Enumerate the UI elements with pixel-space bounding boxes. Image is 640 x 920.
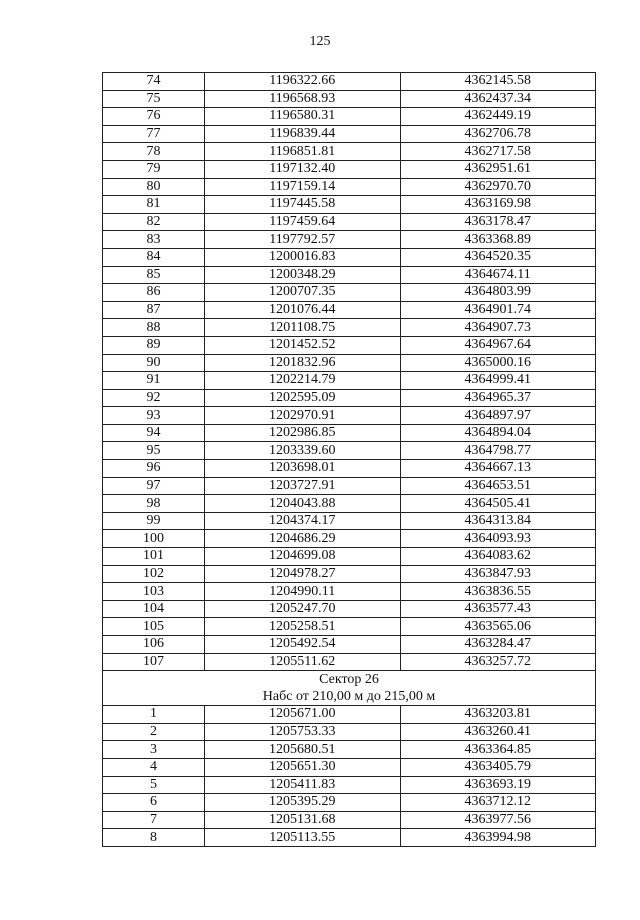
- y-coordinate-cell: 4364894.04: [400, 424, 595, 442]
- y-coordinate-cell: 4364999.41: [400, 372, 595, 390]
- table-row: [103, 460, 596, 478]
- x-coordinate-cell: 1205131.68: [205, 811, 400, 829]
- x-coordinate-cell: 1196839.44: [205, 125, 400, 143]
- x-coordinate-cell: 1200016.83: [205, 248, 400, 266]
- x-coordinate-cell: 1203698.01: [205, 460, 400, 478]
- table-row: [103, 636, 596, 654]
- y-coordinate-cell: 4363693.19: [400, 776, 595, 794]
- table-row: [103, 512, 596, 530]
- table-row: [103, 530, 596, 548]
- y-coordinate-cell: 4365000.16: [400, 354, 595, 372]
- y-coordinate-cell: 4363257.72: [400, 653, 595, 671]
- point-number-cell: 97: [103, 477, 205, 495]
- point-number-cell: 75: [103, 90, 205, 108]
- x-coordinate-cell: 1205113.55: [205, 829, 400, 847]
- table-row: [103, 811, 596, 829]
- point-number-cell: 92: [103, 389, 205, 407]
- x-coordinate-cell: 1201832.96: [205, 354, 400, 372]
- table-row: [103, 143, 596, 161]
- point-number-cell: 8: [103, 829, 205, 847]
- y-coordinate-cell: 4362717.58: [400, 143, 595, 161]
- table-row: [103, 248, 596, 266]
- x-coordinate-cell: 1197459.64: [205, 213, 400, 231]
- table-row: [103, 178, 596, 196]
- y-coordinate-cell: 4362145.58: [400, 73, 595, 91]
- point-number-cell: 80: [103, 178, 205, 196]
- point-number-cell: 106: [103, 636, 205, 654]
- point-number-cell: 87: [103, 301, 205, 319]
- y-coordinate-cell: 4363577.43: [400, 600, 595, 618]
- table-row: [103, 389, 596, 407]
- x-coordinate-cell: 1203727.91: [205, 477, 400, 495]
- x-coordinate-cell: 1200348.29: [205, 266, 400, 284]
- x-coordinate-cell: 1196322.66: [205, 73, 400, 91]
- point-number-cell: 95: [103, 442, 205, 460]
- y-coordinate-cell: 4364907.73: [400, 319, 595, 337]
- x-coordinate-cell: 1205395.29: [205, 794, 400, 812]
- x-coordinate-cell: 1204699.08: [205, 548, 400, 566]
- table-row: [103, 424, 596, 442]
- y-coordinate-cell: 4364505.41: [400, 495, 595, 513]
- point-number-cell: 77: [103, 125, 205, 143]
- point-number-cell: 93: [103, 407, 205, 425]
- y-coordinate-cell: 4363364.85: [400, 741, 595, 759]
- y-coordinate-cell: 4364803.99: [400, 284, 595, 302]
- y-coordinate-cell: 4364674.11: [400, 266, 595, 284]
- sector-header-cell: [103, 671, 596, 706]
- x-coordinate-cell: 1202595.09: [205, 389, 400, 407]
- point-number-cell: 85: [103, 266, 205, 284]
- table-row: [103, 565, 596, 583]
- x-coordinate-cell: 1201108.75: [205, 319, 400, 337]
- table-row: [103, 108, 596, 126]
- table-row: [103, 372, 596, 390]
- table-row: [103, 301, 596, 319]
- table-row: [103, 73, 596, 91]
- y-coordinate-cell: 4363565.06: [400, 618, 595, 636]
- y-coordinate-cell: 4363284.47: [400, 636, 595, 654]
- table-row: [103, 829, 596, 847]
- x-coordinate-cell: 1205671.00: [205, 706, 400, 724]
- table-row: [103, 706, 596, 724]
- y-coordinate-cell: 4363712.12: [400, 794, 595, 812]
- table-row: [103, 618, 596, 636]
- y-coordinate-cell: 4364093.93: [400, 530, 595, 548]
- coordinates-table: [102, 72, 596, 847]
- x-coordinate-cell: 1204374.17: [205, 512, 400, 530]
- x-coordinate-cell: 1201076.44: [205, 301, 400, 319]
- table-row: [103, 741, 596, 759]
- point-number-cell: 90: [103, 354, 205, 372]
- point-number-cell: 2: [103, 723, 205, 741]
- x-coordinate-cell: 1202214.79: [205, 372, 400, 390]
- x-coordinate-cell: 1205680.51: [205, 741, 400, 759]
- table-row: [103, 160, 596, 178]
- table-row: [103, 583, 596, 601]
- point-number-cell: 79: [103, 160, 205, 178]
- x-coordinate-cell: 1204686.29: [205, 530, 400, 548]
- table-row: [103, 354, 596, 372]
- y-coordinate-cell: 4363368.89: [400, 231, 595, 249]
- point-number-cell: 86: [103, 284, 205, 302]
- y-coordinate-cell: 4364653.51: [400, 477, 595, 495]
- point-number-cell: 81: [103, 196, 205, 214]
- x-coordinate-cell: 1205492.54: [205, 636, 400, 654]
- x-coordinate-cell: 1205258.51: [205, 618, 400, 636]
- point-number-cell: 1: [103, 706, 205, 724]
- table-row: [103, 407, 596, 425]
- point-number-cell: 94: [103, 424, 205, 442]
- x-coordinate-cell: 1197132.40: [205, 160, 400, 178]
- table-row: [103, 125, 596, 143]
- point-number-cell: 101: [103, 548, 205, 566]
- point-number-cell: 82: [103, 213, 205, 231]
- point-number-cell: 105: [103, 618, 205, 636]
- y-coordinate-cell: 4364967.64: [400, 336, 595, 354]
- table-row: [103, 266, 596, 284]
- y-coordinate-cell: 4362970.70: [400, 178, 595, 196]
- point-number-cell: 103: [103, 583, 205, 601]
- point-number-cell: 99: [103, 512, 205, 530]
- x-coordinate-cell: 1204043.88: [205, 495, 400, 513]
- y-coordinate-cell: 4364667.13: [400, 460, 595, 478]
- point-number-cell: 4: [103, 758, 205, 776]
- table-row: [103, 653, 596, 671]
- x-coordinate-cell: 1204990.11: [205, 583, 400, 601]
- point-number-cell: 84: [103, 248, 205, 266]
- y-coordinate-cell: 4363203.81: [400, 706, 595, 724]
- table-row: [103, 213, 596, 231]
- y-coordinate-cell: 4364520.35: [400, 248, 595, 266]
- sector-title: Сектор 26: [319, 672, 379, 688]
- y-coordinate-cell: 4364798.77: [400, 442, 595, 460]
- point-number-cell: 102: [103, 565, 205, 583]
- x-coordinate-cell: 1197159.14: [205, 178, 400, 196]
- y-coordinate-cell: 4363405.79: [400, 758, 595, 776]
- point-number-cell: 88: [103, 319, 205, 337]
- point-number-cell: 107: [103, 653, 205, 671]
- x-coordinate-cell: 1196568.93: [205, 90, 400, 108]
- x-coordinate-cell: 1205411.83: [205, 776, 400, 794]
- x-coordinate-cell: 1200707.35: [205, 284, 400, 302]
- point-number-cell: 76: [103, 108, 205, 126]
- x-coordinate-cell: 1205511.62: [205, 653, 400, 671]
- y-coordinate-cell: 4363847.93: [400, 565, 595, 583]
- table-row: [103, 336, 596, 354]
- table-row: [103, 758, 596, 776]
- x-coordinate-cell: 1202970.91: [205, 407, 400, 425]
- table-row: [103, 548, 596, 566]
- y-coordinate-cell: 4362951.61: [400, 160, 595, 178]
- sector-header-section: [103, 671, 596, 706]
- point-number-cell: 91: [103, 372, 205, 390]
- point-number-cell: 7: [103, 811, 205, 829]
- x-coordinate-cell: 1205247.70: [205, 600, 400, 618]
- page-number: 125: [309, 34, 331, 49]
- y-coordinate-cell: 4364897.97: [400, 407, 595, 425]
- y-coordinate-cell: 4362449.19: [400, 108, 595, 126]
- x-coordinate-cell: 1201452.52: [205, 336, 400, 354]
- y-coordinate-cell: 4363836.55: [400, 583, 595, 601]
- x-coordinate-cell: 1205651.30: [205, 758, 400, 776]
- sector-height-range: Набс от 210,00 м до 215,00 м: [262, 689, 436, 705]
- y-coordinate-cell: 4362437.34: [400, 90, 595, 108]
- y-coordinate-cell: 4364965.37: [400, 389, 595, 407]
- x-coordinate-cell: 1205753.33: [205, 723, 400, 741]
- point-number-cell: 89: [103, 336, 205, 354]
- point-number-cell: 104: [103, 600, 205, 618]
- x-coordinate-cell: 1196851.81: [205, 143, 400, 161]
- y-coordinate-cell: 4364083.62: [400, 548, 595, 566]
- y-coordinate-cell: 4363260.41: [400, 723, 595, 741]
- point-number-cell: 83: [103, 231, 205, 249]
- x-coordinate-cell: 1203339.60: [205, 442, 400, 460]
- coordinates-table-body: [103, 73, 596, 671]
- table-row: [103, 442, 596, 460]
- sector-coordinates-body: [103, 706, 596, 847]
- y-coordinate-cell: 4364313.84: [400, 512, 595, 530]
- point-number-cell: 98: [103, 495, 205, 513]
- point-number-cell: 78: [103, 143, 205, 161]
- table-row: [103, 284, 596, 302]
- table-row: [103, 794, 596, 812]
- y-coordinate-cell: 4363994.98: [400, 829, 595, 847]
- x-coordinate-cell: 1197792.57: [205, 231, 400, 249]
- x-coordinate-cell: 1202986.85: [205, 424, 400, 442]
- y-coordinate-cell: 4363977.56: [400, 811, 595, 829]
- x-coordinate-cell: 1197445.58: [205, 196, 400, 214]
- x-coordinate-cell: 1204978.27: [205, 565, 400, 583]
- table-row: [103, 776, 596, 794]
- point-number-cell: 96: [103, 460, 205, 478]
- table-row: [103, 90, 596, 108]
- point-number-cell: 74: [103, 73, 205, 91]
- point-number-cell: 6: [103, 794, 205, 812]
- y-coordinate-cell: 4363178.47: [400, 213, 595, 231]
- x-coordinate-cell: 1196580.31: [205, 108, 400, 126]
- point-number-cell: 3: [103, 741, 205, 759]
- y-coordinate-cell: 4364901.74: [400, 301, 595, 319]
- table-row: [103, 723, 596, 741]
- y-coordinate-cell: 4362706.78: [400, 125, 595, 143]
- sector-header-row: [103, 671, 596, 706]
- point-number-cell: 100: [103, 530, 205, 548]
- table-row: [103, 495, 596, 513]
- point-number-cell: 5: [103, 776, 205, 794]
- table-row: [103, 477, 596, 495]
- y-coordinate-cell: 4363169.98: [400, 196, 595, 214]
- table-row: [103, 231, 596, 249]
- table-row: [103, 319, 596, 337]
- table-row: [103, 600, 596, 618]
- table-row: [103, 196, 596, 214]
